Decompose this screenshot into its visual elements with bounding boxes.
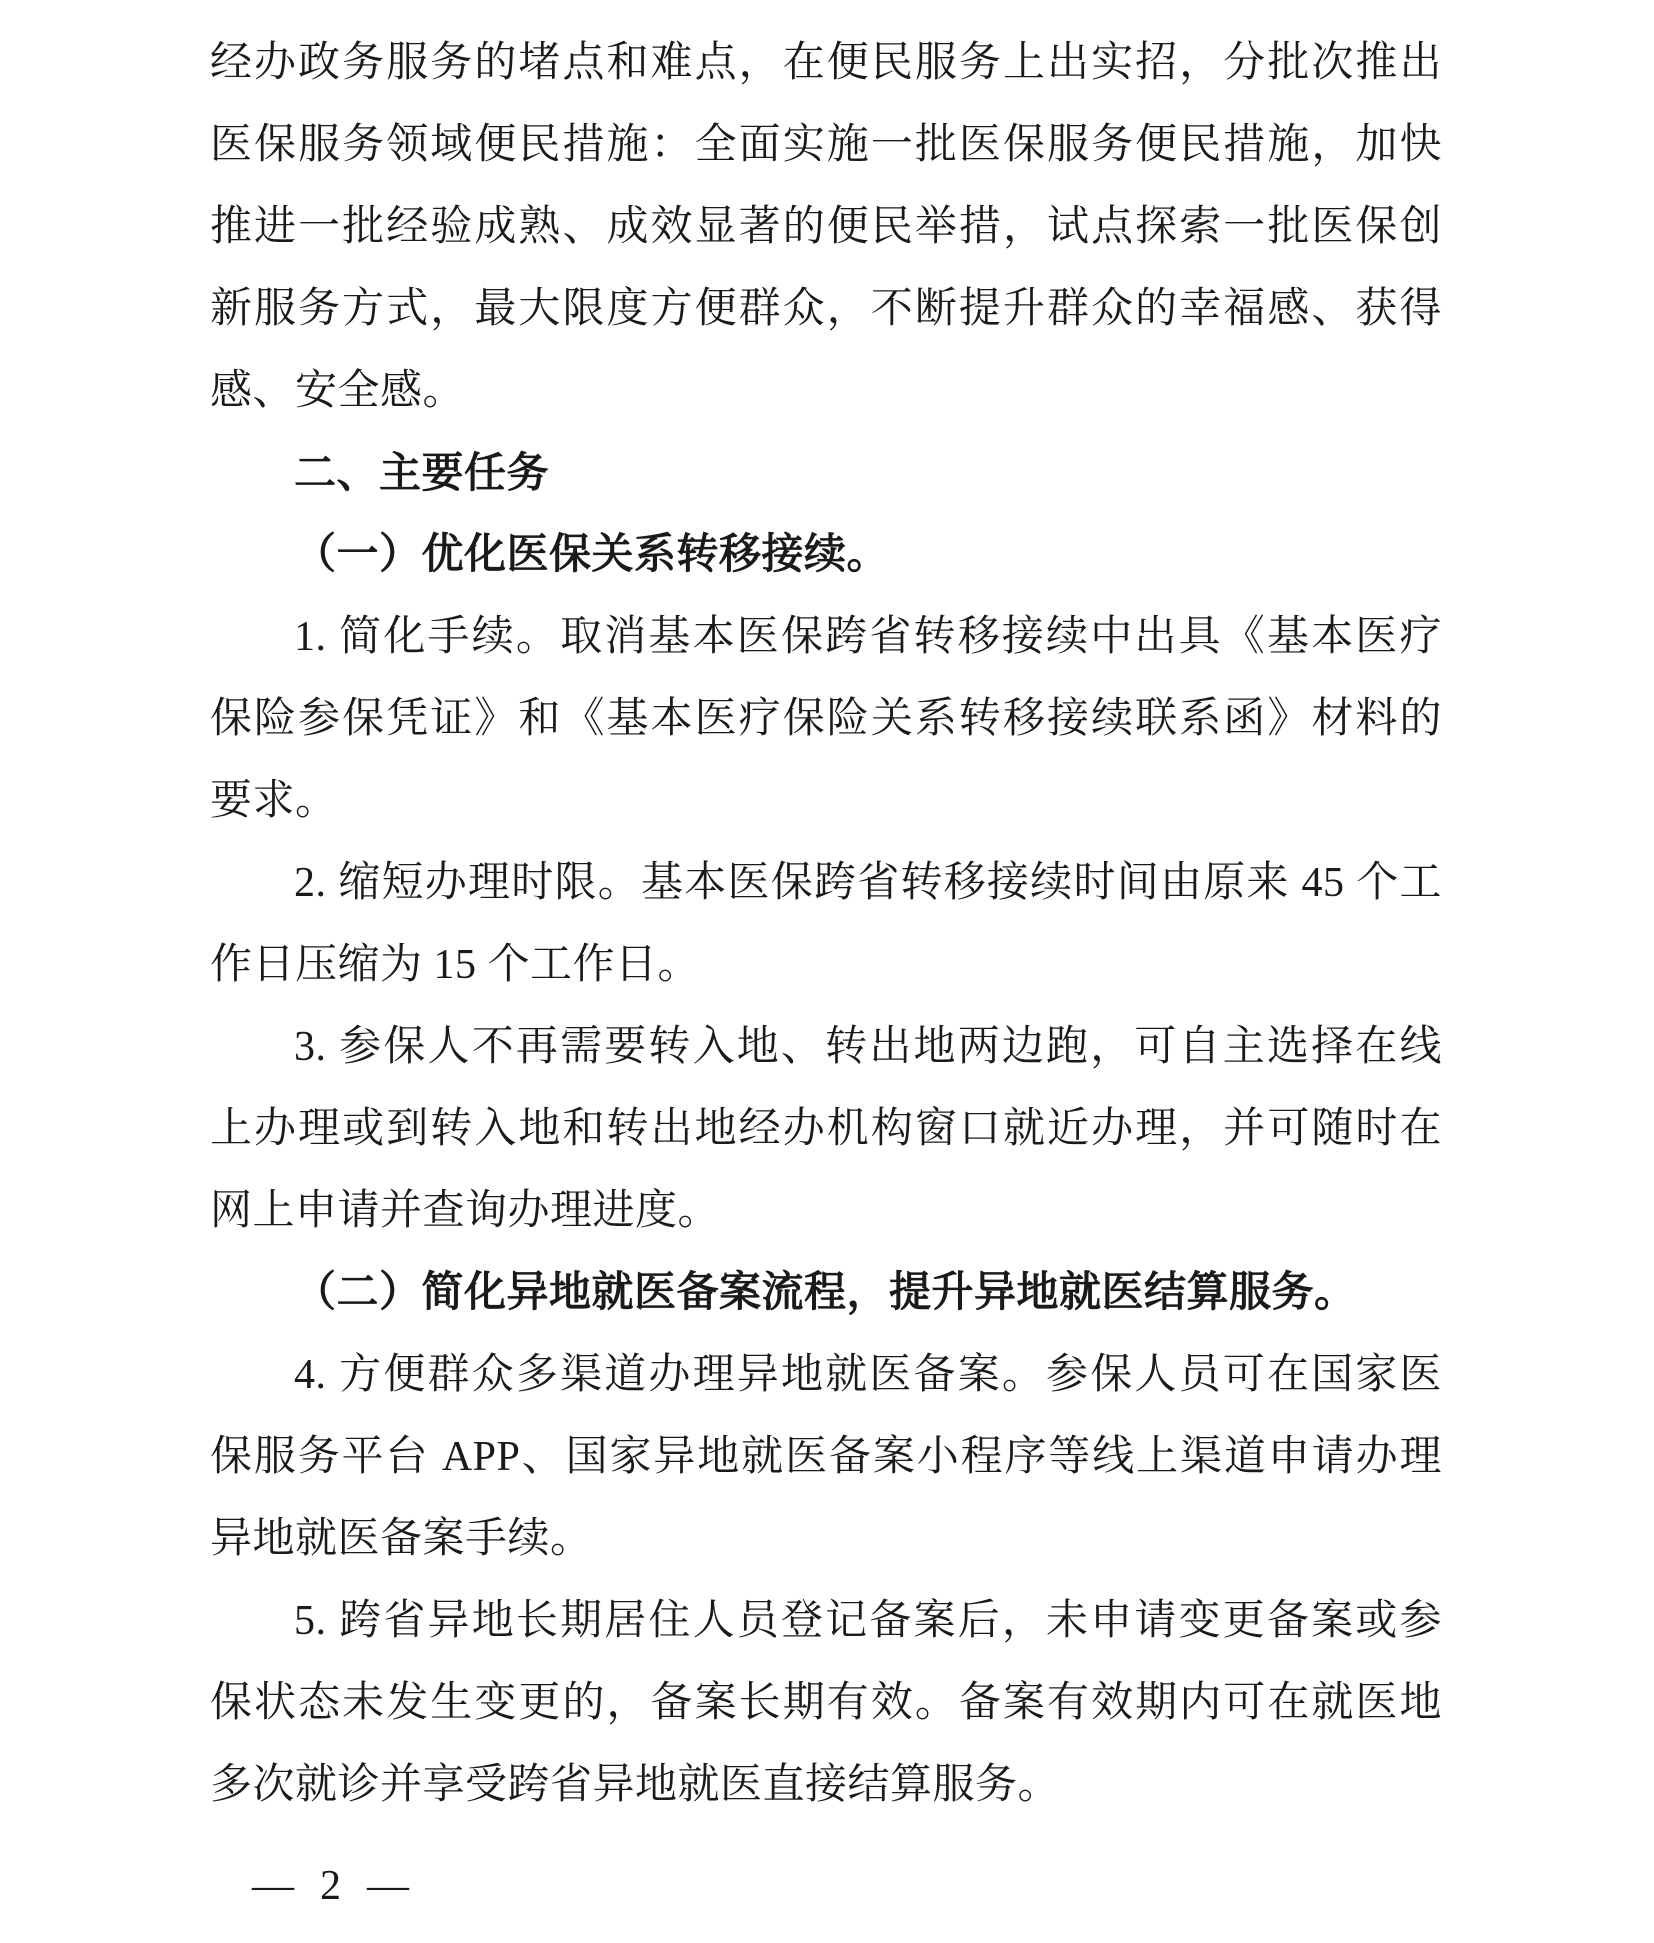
numbered-paragraph-2: 2. 缩短办理时限。基本医保跨省转移接续时间由原来 45 个工作日压缩为 15 个工作日。 <box>210 860 1442 988</box>
page-number: 2 <box>320 1863 341 1909</box>
subsection-heading-2: （二）简化异地就医备案流程，提升异地就医结算服务。 <box>294 1270 1357 1316</box>
numbered-paragraph-4: 4. 方便群众多渠道办理异地就医备案。参保人员可在国家医保服务平台 APP、国家异地就医备案小程序等线上渠道申请办理异地就医备案手续。 <box>210 1352 1442 1562</box>
numbered-paragraph-1: 1. 简化手续。取消基本医保跨省转移接续中出具《基本医疗保险参保凭证》和《基本医疗保险关系转移接续联系函》材料的要求。 <box>210 614 1442 824</box>
numbered-paragraph-5: 5. 跨省异地长期居住人员登记备案后，未申请变更备案或参保状态未发生变更的，备案长期有效。备案有效期内可在就医地多次就诊并享受跨省异地就医直接结算服务。 <box>210 1598 1442 1808</box>
document-body <box>210 22 1442 1826</box>
body-paragraph-continuation: 经办政务服务的堵点和难点，在便民服务上出实招，分批次推出医保服务领域便民措施：全面实施一批医保服务便民措施，加快推进一批经验成熟、成效显著的便民举措，试点探索一批医保创新服务方式，最大限度方便群众，不断提升群众的幸福感、获得感、安全感。 <box>210 40 1442 414</box>
section-heading-main-tasks: 二、主要任务 <box>294 449 550 496</box>
subsection-heading-1: （一）优化医保关系转移接续。 <box>294 532 890 578</box>
footer-dash-left: — <box>252 1863 294 1909</box>
numbered-paragraph-3: 3. 参保人不再需要转入地、转出地两边跑，可自主选择在线上办理或到转入地和转出地经办机构窗口就近办理，并可随时在网上申请并查询办理进度。 <box>210 1024 1442 1234</box>
page-footer <box>252 1856 409 1916</box>
footer-dash-right: — <box>367 1863 409 1909</box>
